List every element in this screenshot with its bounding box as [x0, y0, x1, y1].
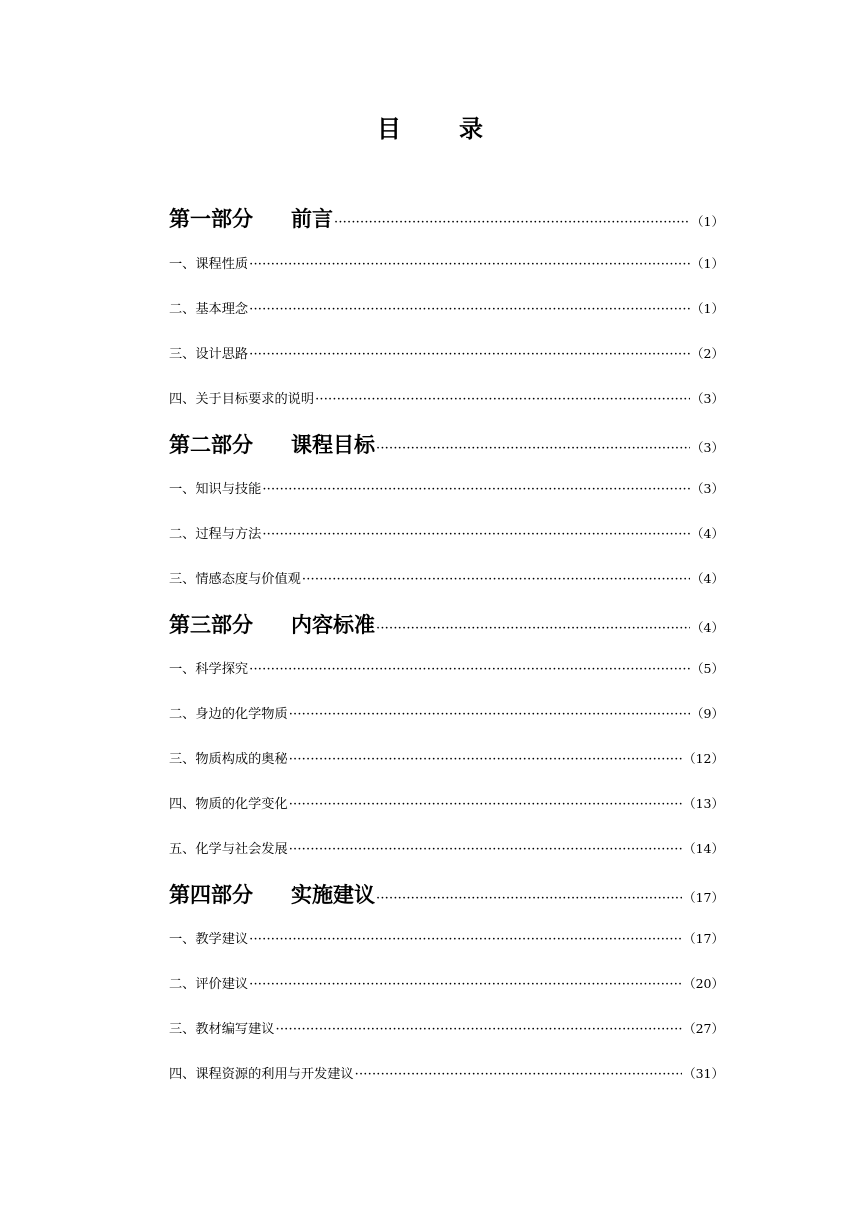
item-label: 四、课程资源的利用与开发建议: [169, 1067, 354, 1082]
dot-leader: [249, 662, 690, 677]
part-number: 第一部分: [169, 207, 253, 231]
title-char-1: 目: [377, 115, 401, 143]
toc-item[interactable]: [169, 253, 724, 272]
page-title: [0, 112, 860, 146]
page-number: （12）: [683, 751, 724, 766]
page-number: （20）: [683, 976, 724, 991]
toc-item[interactable]: [169, 568, 724, 587]
part-heading: [169, 879, 375, 909]
item-label: 五、化学与社会发展: [169, 842, 288, 857]
part-number: 第二部分: [169, 433, 253, 457]
page-number: （1）: [691, 214, 724, 229]
page-number: （17）: [683, 890, 724, 905]
toc-item[interactable]: [169, 298, 724, 317]
part-number: 第四部分: [169, 883, 253, 907]
dot-leader: [262, 482, 690, 497]
page-number: （31）: [683, 1066, 724, 1081]
dot-leader: [249, 302, 690, 317]
dot-leader: [289, 797, 682, 812]
part-heading: [169, 429, 375, 459]
page-number: （4）: [691, 526, 724, 541]
page-number: （1）: [691, 256, 724, 271]
toc-part-4[interactable]: [169, 879, 724, 909]
part-heading: [169, 203, 333, 233]
toc-part-2[interactable]: [169, 429, 724, 459]
page-number: （3）: [691, 440, 724, 455]
toc-item[interactable]: [169, 793, 724, 812]
toc-item[interactable]: [169, 973, 724, 992]
part-title: 实施建议: [291, 883, 375, 907]
item-label: 三、情感态度与价值观: [169, 572, 301, 587]
item-label: 二、评价建议: [169, 977, 249, 992]
toc-part-3[interactable]: [169, 609, 724, 639]
page-number: （1）: [691, 301, 724, 316]
toc-part-1[interactable]: [169, 203, 724, 233]
dot-leader: [355, 1067, 682, 1082]
dot-leader: [276, 1022, 683, 1037]
item-label: 二、身边的化学物质: [169, 707, 288, 722]
dot-leader: [376, 621, 690, 636]
part-number: 第三部分: [169, 613, 253, 637]
toc-item[interactable]: [169, 478, 724, 497]
page-number: （13）: [683, 796, 724, 811]
part-heading: [169, 609, 375, 639]
toc-item[interactable]: [169, 748, 724, 767]
item-label: 一、课程性质: [169, 257, 249, 272]
dot-leader: [315, 392, 690, 407]
page-number: （17）: [683, 931, 724, 946]
dot-leader: [249, 932, 682, 947]
dot-leader: [376, 441, 690, 456]
dot-leader: [249, 347, 690, 362]
dot-leader: [262, 527, 690, 542]
toc-item[interactable]: [169, 838, 724, 857]
page-number: （9）: [691, 706, 724, 721]
toc-item[interactable]: [169, 388, 724, 407]
item-label: 四、物质的化学变化: [169, 797, 288, 812]
item-label: 一、教学建议: [169, 932, 249, 947]
dot-leader: [376, 891, 682, 906]
toc-item[interactable]: [169, 343, 724, 362]
item-label: 一、知识与技能: [169, 482, 262, 497]
page-number: （5）: [691, 661, 724, 676]
page-number: （4）: [691, 620, 724, 635]
dot-leader: [302, 572, 690, 587]
item-label: 二、过程与方法: [169, 527, 262, 542]
toc-item[interactable]: [169, 523, 724, 542]
dot-leader: [249, 977, 682, 992]
toc-item[interactable]: [169, 928, 724, 947]
part-title: 前言: [291, 207, 333, 231]
part-title: 内容标准: [291, 613, 375, 637]
part-title: 课程目标: [291, 433, 375, 457]
page-number: （27）: [683, 1021, 724, 1036]
item-label: 三、教材编写建议: [169, 1022, 275, 1037]
toc-item[interactable]: [169, 1018, 724, 1037]
title-char-2: 录: [459, 115, 483, 143]
page-number: （4）: [691, 571, 724, 586]
dot-leader: [249, 257, 690, 272]
toc-item[interactable]: [169, 1063, 724, 1082]
page-number: （2）: [691, 346, 724, 361]
item-label: 一、科学探究: [169, 662, 249, 677]
item-label: 三、物质构成的奥秘: [169, 752, 288, 767]
dot-leader: [334, 215, 690, 230]
dot-leader: [289, 707, 690, 722]
toc-item[interactable]: [169, 703, 724, 722]
item-label: 三、设计思路: [169, 347, 249, 362]
page-number: （14）: [683, 841, 724, 856]
dot-leader: [289, 842, 682, 857]
page-number: （3）: [691, 391, 724, 406]
toc-item[interactable]: [169, 658, 724, 677]
page-number: （3）: [691, 481, 724, 496]
item-label: 四、关于目标要求的说明: [169, 392, 315, 407]
item-label: 二、基本理念: [169, 302, 249, 317]
dot-leader: [289, 752, 682, 767]
